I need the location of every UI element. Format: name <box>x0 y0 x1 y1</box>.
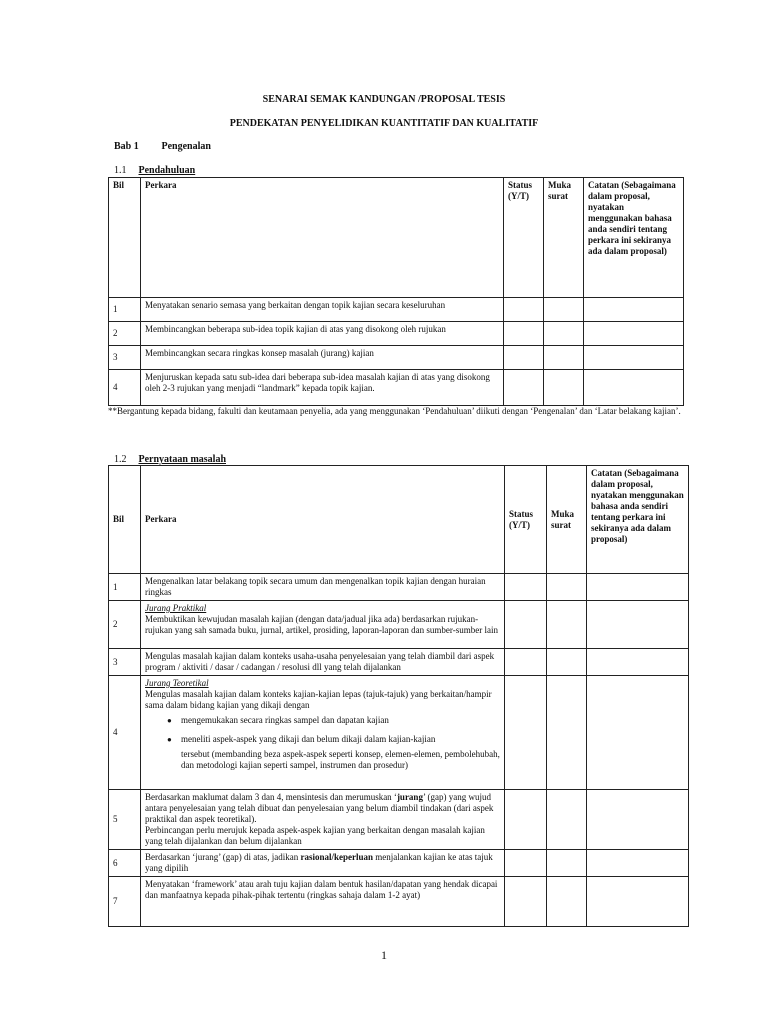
muka-surat-cell[interactable] <box>544 322 584 346</box>
row-perkara <box>141 790 505 850</box>
table-header-row <box>109 466 689 574</box>
header-status: Status (Y/T) <box>504 178 544 298</box>
table-row <box>109 676 689 790</box>
table-row <box>109 370 684 406</box>
row-text-b: menjalankan kajian ke atas tajuk yang dipilih <box>145 852 493 873</box>
row-bil: 4 <box>109 676 141 790</box>
section-2-table <box>108 465 689 927</box>
row-perkara: Menyatakan senario semasa yang berkaitan dengan topik kajian secara keseluruhan <box>141 298 504 322</box>
table-row <box>109 298 684 322</box>
status-cell[interactable] <box>504 322 544 346</box>
status-cell[interactable] <box>505 850 547 877</box>
row-bil: 6 <box>109 850 141 877</box>
row-text-a: Berdasarkan maklumat dalam 3 dan 4, mensintesis dan merumuskan ‘ <box>145 792 397 802</box>
row-perkara: Membincangkan beberapa sub-idea topik kajian di atas yang disokong oleh rujukan <box>141 322 504 346</box>
chapter-number: Bab 1 <box>114 141 139 152</box>
muka-surat-cell[interactable] <box>544 370 584 406</box>
section-2-label: Pernyataan masalah <box>138 454 226 465</box>
section-1-heading <box>114 165 195 176</box>
section-1-number: 1.1 <box>114 165 127 176</box>
catatan-cell[interactable] <box>584 346 684 370</box>
bullet-item: ● mengemukakan secara ringkas sampel dan dapatan kajian <box>181 715 500 726</box>
section-2-number: 1.2 <box>114 454 127 465</box>
bullet-item: ● meneliti aspek-aspek yang dikaji dan belum dikaji dalam kajian-kajian <box>181 734 500 745</box>
row-bil: 1 <box>109 574 141 601</box>
table-row <box>109 877 689 927</box>
header-bil: Bil <box>109 466 141 574</box>
header-perkara: Perkara <box>141 178 504 298</box>
header-muka-surat: Muka surat <box>547 466 587 574</box>
header-bil: Bil <box>109 178 141 298</box>
row-bil: 2 <box>109 322 141 346</box>
status-cell[interactable] <box>505 676 547 790</box>
header-perkara: Perkara <box>141 466 505 574</box>
document-title: SENARAI SEMAK KANDUNGAN /PROPOSAL TESIS <box>262 94 506 105</box>
table-row <box>109 790 689 850</box>
muka-surat-cell[interactable] <box>547 574 587 601</box>
muka-surat-cell[interactable] <box>547 790 587 850</box>
muka-surat-cell[interactable] <box>547 877 587 927</box>
row-perkara <box>141 676 505 790</box>
catatan-cell[interactable] <box>587 850 689 877</box>
row-perkara: Membincangkan secara ringkas konsep masalah (jurang) kajian <box>141 346 504 370</box>
row-bil: 3 <box>109 346 141 370</box>
row-perkara <box>141 850 505 877</box>
chapter-label: Pengenalan <box>161 141 211 152</box>
catatan-cell[interactable] <box>587 877 689 927</box>
table-row <box>109 322 684 346</box>
row-bil: 7 <box>109 877 141 927</box>
catatan-cell[interactable] <box>587 601 689 649</box>
row-bold-term: jurang <box>396 792 423 802</box>
status-cell[interactable] <box>504 370 544 406</box>
catatan-cell[interactable] <box>587 574 689 601</box>
table-row <box>109 346 684 370</box>
muka-surat-cell[interactable] <box>544 298 584 322</box>
table-row <box>109 649 689 676</box>
section-1-label: Pendahuluan <box>138 165 196 176</box>
catatan-cell[interactable] <box>584 322 684 346</box>
table-row <box>109 601 689 649</box>
catatan-cell[interactable] <box>587 676 689 790</box>
row-perkara: Mengenalkan latar belakang topik secara umum dan mengenalkan topik kajian dengan huraian ringkas <box>141 574 505 601</box>
row-text-a: Berdasarkan ‘jurang’ (gap) di atas, jadikan <box>145 852 301 862</box>
status-cell[interactable] <box>505 574 547 601</box>
header-catatan: Catatan (Sebagaimana dalam proposal, nyatakan menggunakan bahasa anda sendiri tentang perkara ini sekiranya ada dalam proposal) <box>587 466 689 574</box>
row-perkara-text: Mengulas masalah kajian dalam konteks kajian-kajian lepas (tajuk-tajuk) yang berkaitan/hampir sama dalam bidang kajian yang dikaji dengan <box>145 689 492 710</box>
row-bold-term: rasional/keperluan <box>300 852 374 862</box>
catatan-cell[interactable] <box>587 790 689 850</box>
row-text-c: Perbincangan perlu merujuk kepada aspek-aspek kajian yang berkaitan dengan masalah kajian yang telah dijalankan dan belum dijalankan <box>145 825 485 846</box>
status-cell[interactable] <box>505 790 547 850</box>
row-perkara: Menyatakan ‘framework’ atau arah tuju kajian dalam bentuk hasilan/dapatan yang hendak dicapai dan manfaatnya kepada pihak-pihak tertentu (ringkas sahaja dalam 1-2 ayat) <box>141 877 505 927</box>
row-perkara: Mengulas masalah kajian dalam konteks usaha-usaha penyelesaian yang telah diambil dari aspek program / aktiviti / dasar / cadangan / resolusi dll yang telah dijalankan <box>141 649 505 676</box>
muka-surat-cell[interactable] <box>544 346 584 370</box>
muka-surat-cell[interactable] <box>547 649 587 676</box>
header-catatan: Catatan (Sebagaimana dalam proposal, nyatakan menggunakan bahasa anda sendiri tentang perkara ini sekiranya ada dalam proposal) <box>584 178 684 298</box>
header-muka-surat: Muka surat <box>544 178 584 298</box>
document-subtitle: PENDEKATAN PENYELIDIKAN KUANTITATIF DAN KUALITATIF <box>229 118 539 129</box>
muka-surat-cell[interactable] <box>547 676 587 790</box>
row-bil: 1 <box>109 298 141 322</box>
row-subheading: Jurang Teoretikal <box>145 678 209 688</box>
table-row <box>109 850 689 877</box>
row-bil: 3 <box>109 649 141 676</box>
row-subheading: Jurang Praktikal <box>145 603 207 613</box>
table-header-row <box>109 178 684 298</box>
muka-surat-cell[interactable] <box>547 601 587 649</box>
catatan-cell[interactable] <box>584 370 684 406</box>
bullet-list <box>145 715 500 745</box>
bullet-continuation: tersebut (membanding beza aspek-aspek seperti konsep, elemen-elemen, pembolehubah, dan metodologi kajian seperti sampel, instrumen dan prosedur) <box>181 749 500 770</box>
page-number: 1 <box>381 948 387 962</box>
row-text-b: ’ (gap) yang wujud antara penyelesaian yang telah dibuat dan penyelesaian yang belum diambil tindakan (dari aspek praktikal dan aspek teoretikal). <box>145 792 494 824</box>
row-bil: 4 <box>109 370 141 406</box>
row-bil: 5 <box>109 790 141 850</box>
row-bil: 2 <box>109 601 141 649</box>
status-cell[interactable] <box>505 601 547 649</box>
section-2-heading <box>114 454 226 465</box>
header-status: Status (Y/T) <box>505 466 547 574</box>
status-cell[interactable] <box>504 298 544 322</box>
row-perkara-text: Membuktikan kewujudan masalah kajian (dengan data/jadual jika ada) berdasarkan rujukan-rujukan yang sah samada buku, jurnal, artikel, prosiding, laporan-laporan dan sumber-sumber lain <box>145 614 498 635</box>
status-cell[interactable] <box>504 346 544 370</box>
status-cell[interactable] <box>505 877 547 927</box>
muka-surat-cell[interactable] <box>547 850 587 877</box>
section-1-table <box>108 177 684 406</box>
row-perkara <box>141 601 505 649</box>
row-perkara: Menjuruskan kepada satu sub-idea dari beberapa sub-idea masalah kajian di atas yang disokong oleh 2-3 rujukan yang menjadi “landmark” kepada topik kajian. <box>141 370 504 406</box>
table-row <box>109 574 689 601</box>
chapter-heading <box>114 141 211 152</box>
catatan-cell[interactable] <box>587 649 689 676</box>
status-cell[interactable] <box>505 649 547 676</box>
catatan-cell[interactable] <box>584 298 684 322</box>
section-1-footnote: **Bergantung kepada bidang, fakulti dan keutamaan penyelia, ada yang menggunakan ‘Pendahuluan’ diikuti dengan ‘Pengenalan’ dan ‘Latar belakang kajian’. <box>108 406 681 416</box>
